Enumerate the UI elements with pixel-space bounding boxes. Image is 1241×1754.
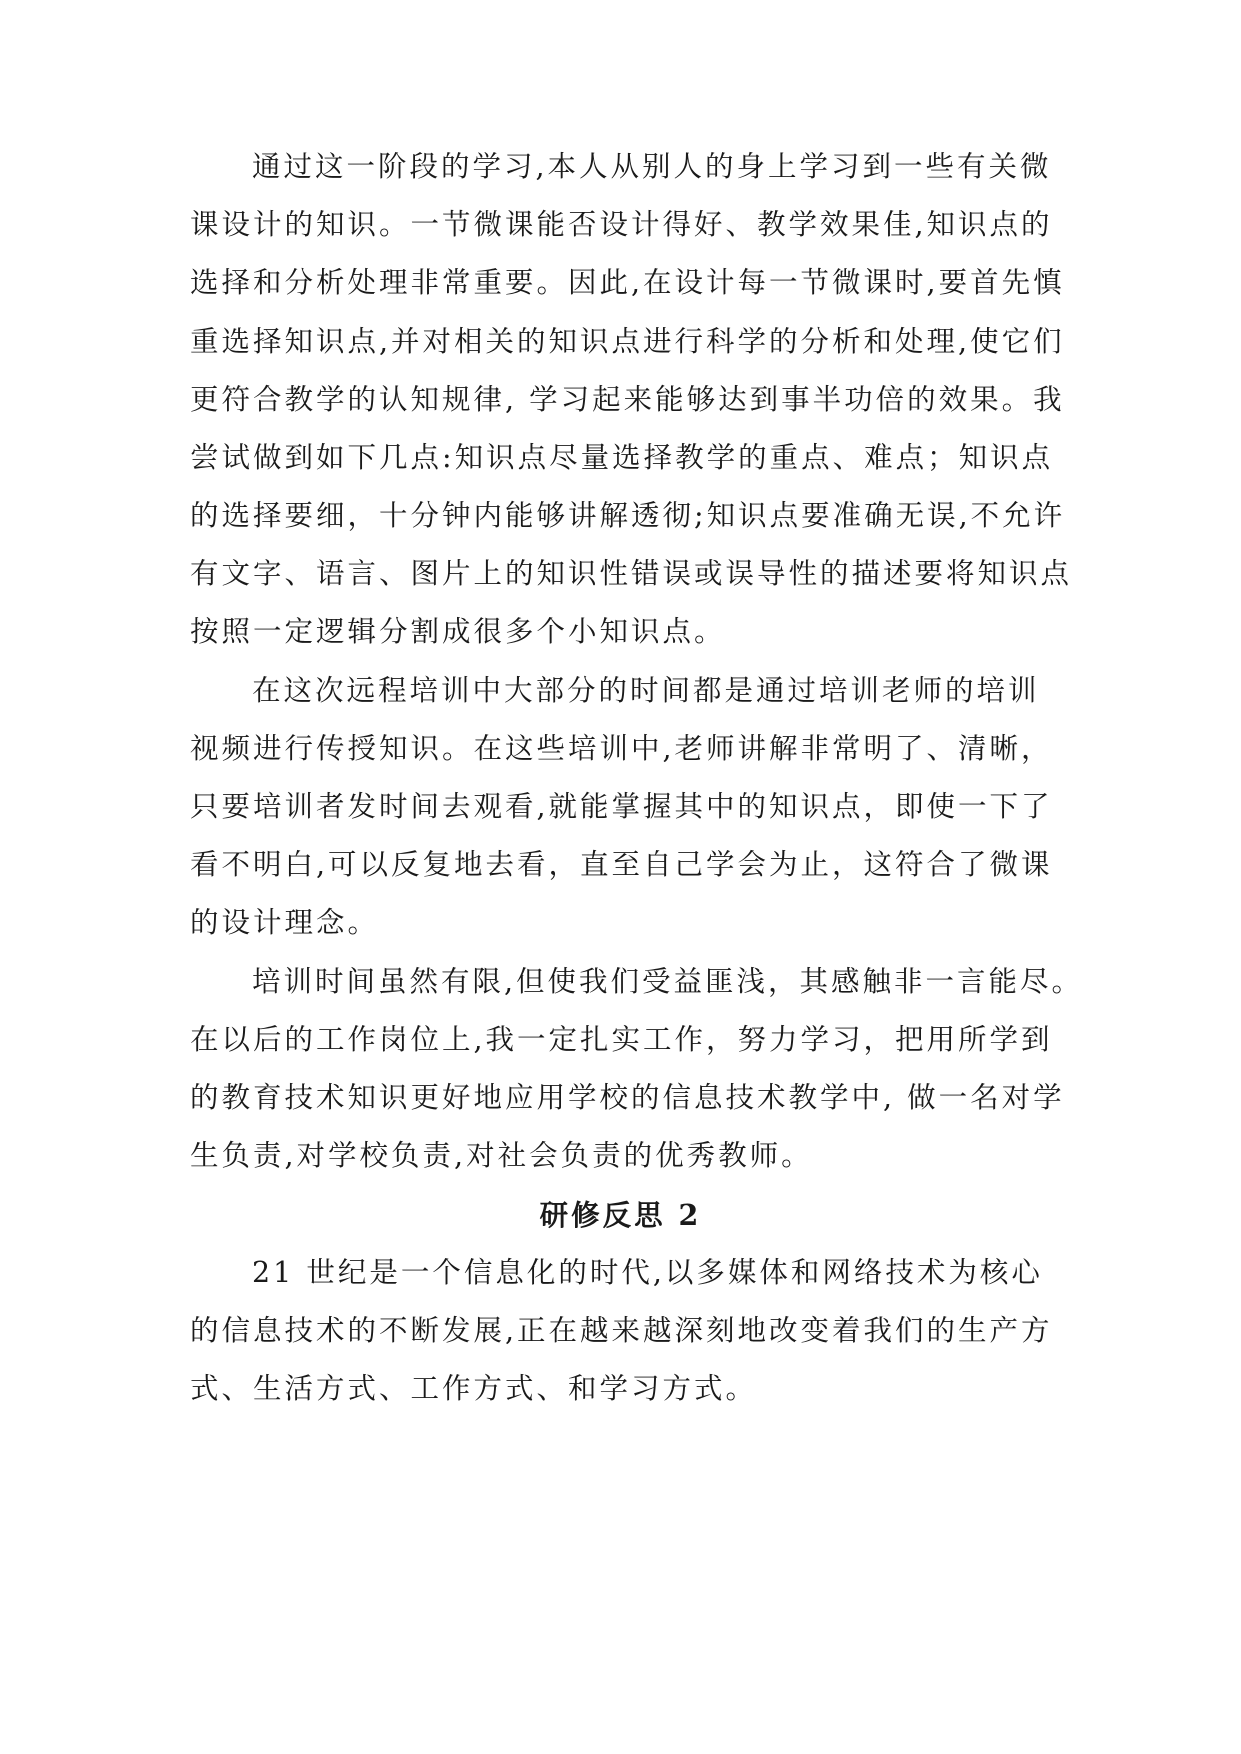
paragraph-3-line: 生负责,对学校负责,对社会负责的优秀教师。 xyxy=(190,1139,813,1172)
paragraph-4-line: 21 世纪是一个信息化的时代,以多媒体和网络技术为核心 xyxy=(252,1256,1043,1289)
paragraph-2-line: 在这次远程培训中大部分的时间都是通过培训老师的培训 xyxy=(252,674,1040,707)
paragraph-2-line: 看不明白,可以反复地去看，直至自己学会为止，这符合了微课 xyxy=(190,848,1053,881)
paragraph-3-line: 在以后的工作岗位上,我一定扎实工作，努力学习，把用所学到 xyxy=(190,1023,1053,1056)
paragraph-4-line: 式、生活方式、工作方式、和学习方式。 xyxy=(190,1372,758,1405)
paragraph-1-line: 的选择要细，十分钟内能够讲解透彻;知识点要准确无误,不允许 xyxy=(190,499,1066,532)
paragraph-2-line: 的设计理念。 xyxy=(190,906,380,939)
paragraph-3-line: 的教育技术知识更好地应用学校的信息技术教学中, 做一名对学 xyxy=(190,1081,1065,1114)
paragraph-1-line: 有文字、语言、图片上的知识性错误或误导性的描述要将知识点 xyxy=(190,557,1073,590)
paragraph-3-line: 培训时间虽然有限,但使我们受益匪浅，其感触非一言能尽。 xyxy=(252,965,1084,998)
section-heading: 研修反思 2 xyxy=(539,1198,702,1232)
paragraph-2-line: 视频进行传授知识。在这些培训中,老师讲解非常明了、清晰， xyxy=(190,732,1053,765)
paragraph-1-line: 更符合教学的认知规律, 学习起来能够达到事半功倍的效果。我 xyxy=(190,383,1065,416)
paragraph-1-line: 按照一定逻辑分割成很多个小知识点。 xyxy=(190,615,726,648)
paragraph-1-line: 通过这一阶段的学习,本人从别人的身上学习到一些有关微 xyxy=(252,150,1052,183)
paragraph-1-line: 重选择知识点,并对相关的知识点进行科学的分析和处理,使它们 xyxy=(190,325,1065,358)
paragraph-1-line: 选择和分析处理非常重要。因此,在设计每一节微课时,要首先慎 xyxy=(190,266,1065,299)
paragraph-1-line: 课设计的知识。一节微课能否设计得好、教学效果佳,知识点的 xyxy=(190,208,1053,241)
paragraph-4-line: 的信息技术的不断发展,正在越来越深刻地改变着我们的生产方 xyxy=(190,1314,1053,1347)
paragraph-1-line: 尝试做到如下几点:知识点尽量选择教学的重点、难点；知识点 xyxy=(190,441,1054,474)
paragraph-2-line: 只要培训者发时间去观看,就能掌握其中的知识点，即使一下了 xyxy=(190,790,1053,823)
